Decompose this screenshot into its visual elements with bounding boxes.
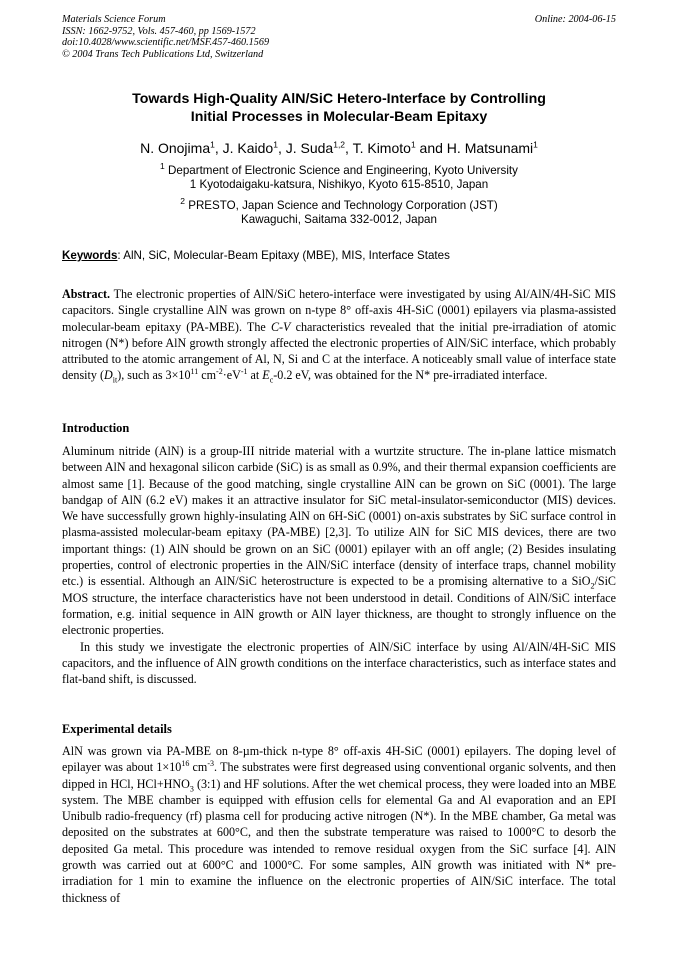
author-1: N. Onojima (140, 140, 211, 156)
doi-line: doi:10.4028/www.scientific.net/MSF.457-460.1569 (62, 37, 270, 49)
journal-header (62, 14, 616, 60)
keywords-text: : AlN, SiC, Molecular-Beam Epitaxy (MBE), MIS, Interface States (117, 249, 450, 262)
abstract-exp: -2 (216, 367, 223, 377)
author-3-affil: 1,2 (333, 139, 346, 150)
exp-subscript: 3 (189, 784, 194, 793)
abstract-text: at (247, 368, 263, 383)
author-3: , J. Suda (277, 140, 334, 156)
exp-text: (3:1) and HF solutions. After the wet chemical process, they were loaded into an MBE system. The MBE chamber is equipped with effusion cells for elemental Ga and Al evaporation and an EPI Unibulb radio-frequency (rf) plasma cell for producing active nitrogen (N*). In the MBE chamber, Ga metal was deposited on the substrates at 600°C, and then the substrate temperature was raised to 1000°C to desorb the deposited Ga metal. This procedure was intended to remove residual oxygen from the SiC surface [4]. AlN growth was carried out at 600°C and 1000°C. For some samples, AlN growth was initiated with N* pre-irradiation for 1 min to examine the influence on the electronic properties of AlN/SiC interface. The total thickness of (62, 776, 617, 905)
exp-text: cm (189, 760, 208, 775)
experimental-paragraph (62, 743, 616, 906)
exp-superscript: -3 (207, 759, 215, 769)
issn-line: ISSN: 1662-9752, Vols. 457-460, pp 1569-1572 (62, 25, 256, 37)
affiliation-1-dept: Department of Electronic Science and Engineering, Kyoto University (164, 164, 518, 177)
affiliation-2-mark: 2 (180, 196, 185, 207)
abstract-ec-sub: c (269, 375, 274, 385)
paper-title (62, 90, 616, 126)
title-line-1: Towards High-Quality AlN/SiC Hetero-Interface by Controlling (132, 91, 546, 107)
abstract-text: ), such as 3×10 (117, 368, 191, 383)
copyright-line: © 2004 Trans Tech Publications Ltd, Switzerland (62, 48, 264, 60)
affiliation-1-mark: 1 (160, 161, 165, 172)
intro-text: Aluminum nitride (AlN) is a group-III nitride material with a wurtzite structure. The in-plane lattice mismatch between AlN and hexagonal silicon carbide (SiC) is as small as 0.9%, and their thermal expansion coefficients are almost same [1]. Because of the good matching, single crystalline AlN can be grown on SiC (0001). The large bandgap of AlN (6.2 eV) makes it an attractive insulator for SiC metal-insulator-semiconductor (MIS) devices. We have successfully grown highly-insulating AlN on 6H-SiC (0001) on-axis substrates by SiC surface control in plasma-assisted molecular-beam epitaxy (PA-MBE) [2,3]. To utilize AlN for SiC MIS devices, there are two important things: (1) AlN should be grown on an SiC (0001) epilayer with an off angle; (2) Besides insulating properties, control of electronic properties in the AlN/SiC interface (density of interface traps, channel mobility etc.) is essential. Although an AlN/SiC heterostructure is expected to be a promising alternative to a SiO (62, 444, 616, 589)
author-list (62, 139, 616, 157)
abstract-label: Abstract. (62, 287, 111, 301)
introduction-heading: Introduction (62, 421, 130, 435)
abstract-ec: E (262, 368, 270, 383)
author-4: , T. Kimoto (345, 140, 411, 156)
affiliation-2-address: Kawaguchi, Saitama 332-0012, Japan (241, 213, 437, 227)
intro-sub: 2 (590, 581, 595, 591)
exp-text: AlN was grown via PA-MBE on 8-µm-thick n-type 8° off-axis 4H-SiC (0001) epilayers. The doping level of epilayer was about 1×10 (62, 744, 616, 775)
exp-text: . The substrates were first degreased using conventional organic solvents, and then dipped in HCl, HCl+HNO (62, 760, 616, 791)
affiliation-2 (62, 196, 616, 228)
abstract-dit: D (104, 368, 113, 383)
introduction-body (62, 443, 616, 687)
introduction-paragraph-1 (62, 443, 616, 639)
abstract-exp: -1 (240, 367, 248, 377)
journal-name: Materials Science Forum (62, 14, 166, 25)
affiliation-1 (62, 161, 616, 193)
abstract-paragraph (62, 286, 616, 384)
abstract-text: -0.2 eV, was obtained for the N* pre-irradiated interface. (273, 368, 548, 383)
intro-text: /SiC MOS structure, the interface characteristics have not been understood in detail. Conditions of AlN/SiC interface formation, e.g. initial sequence in AlN growth or AlN layer thickness, are thought to strongly influence on the electronic properties. (62, 574, 616, 638)
author-5-affil: 1 (533, 139, 538, 150)
author-2-affil: 1 (273, 139, 278, 150)
experimental-body (62, 743, 616, 906)
keywords-label: Keywords (62, 249, 118, 262)
author-1-affil: 1 (210, 139, 215, 150)
author-4-affil: 1 (410, 139, 416, 150)
abstract-text: The electronic properties of AlN/SiC hetero-interface were investigated by using Al/AlN/4H-SiC MIS capacitors. Single crystalline AlN was grown on n-type 8° off-axis 4H-SiC (0001) epilayers via plasma-assisted molecular-beam epitaxy (PA-MBE). The (62, 287, 616, 334)
title-line-2: Initial Processes in Molecular-Beam Epitaxy (190, 109, 488, 125)
affiliation-1-address: 1 Kyotodaigaku-katsura, Nishikyo, Kyoto 615-8510, Japan (189, 178, 489, 192)
abstract-text: characteristics revealed that the initial pre-irradiation of atomic nitrogen (N*) before AlN growth strongly affected the electronic properties of AlN/SiC interface, which probably attributed to the atomic arrangement of Al, N, Si and C at the interface. A noticeably small value of interface state density ( (62, 319, 617, 383)
affiliation-2-line-1 (62, 196, 616, 213)
affiliation-2-org: PRESTO, Japan Science and Technology Corporation (JST) (184, 199, 498, 212)
keywords (62, 249, 616, 263)
abstract (62, 286, 616, 384)
introduction-paragraph-2: In this study we investigate the electronic properties of AlN/SiC interface by using Al/AlN/4H-SiC MIS capacitors, and the influence of AlN growth conditions on the interface characteristics, such as interface states and flat-band shift, is discussed. (62, 639, 616, 687)
affiliation-1-line-1 (62, 161, 616, 178)
author-5: and H. Matsunami (415, 140, 534, 156)
exp-superscript: 16 (181, 759, 190, 769)
experimental-heading: Experimental details (62, 722, 172, 736)
abstract-text: cm (198, 368, 217, 383)
abstract-cv: C-V (270, 319, 291, 334)
online-date: Online: 2004-06-15 (534, 14, 616, 25)
abstract-text: ·eV (222, 368, 241, 383)
abstract-dit-sub: it (112, 375, 118, 385)
abstract-exp: 11 (190, 367, 199, 377)
author-2: , J. Kaido (214, 140, 274, 156)
